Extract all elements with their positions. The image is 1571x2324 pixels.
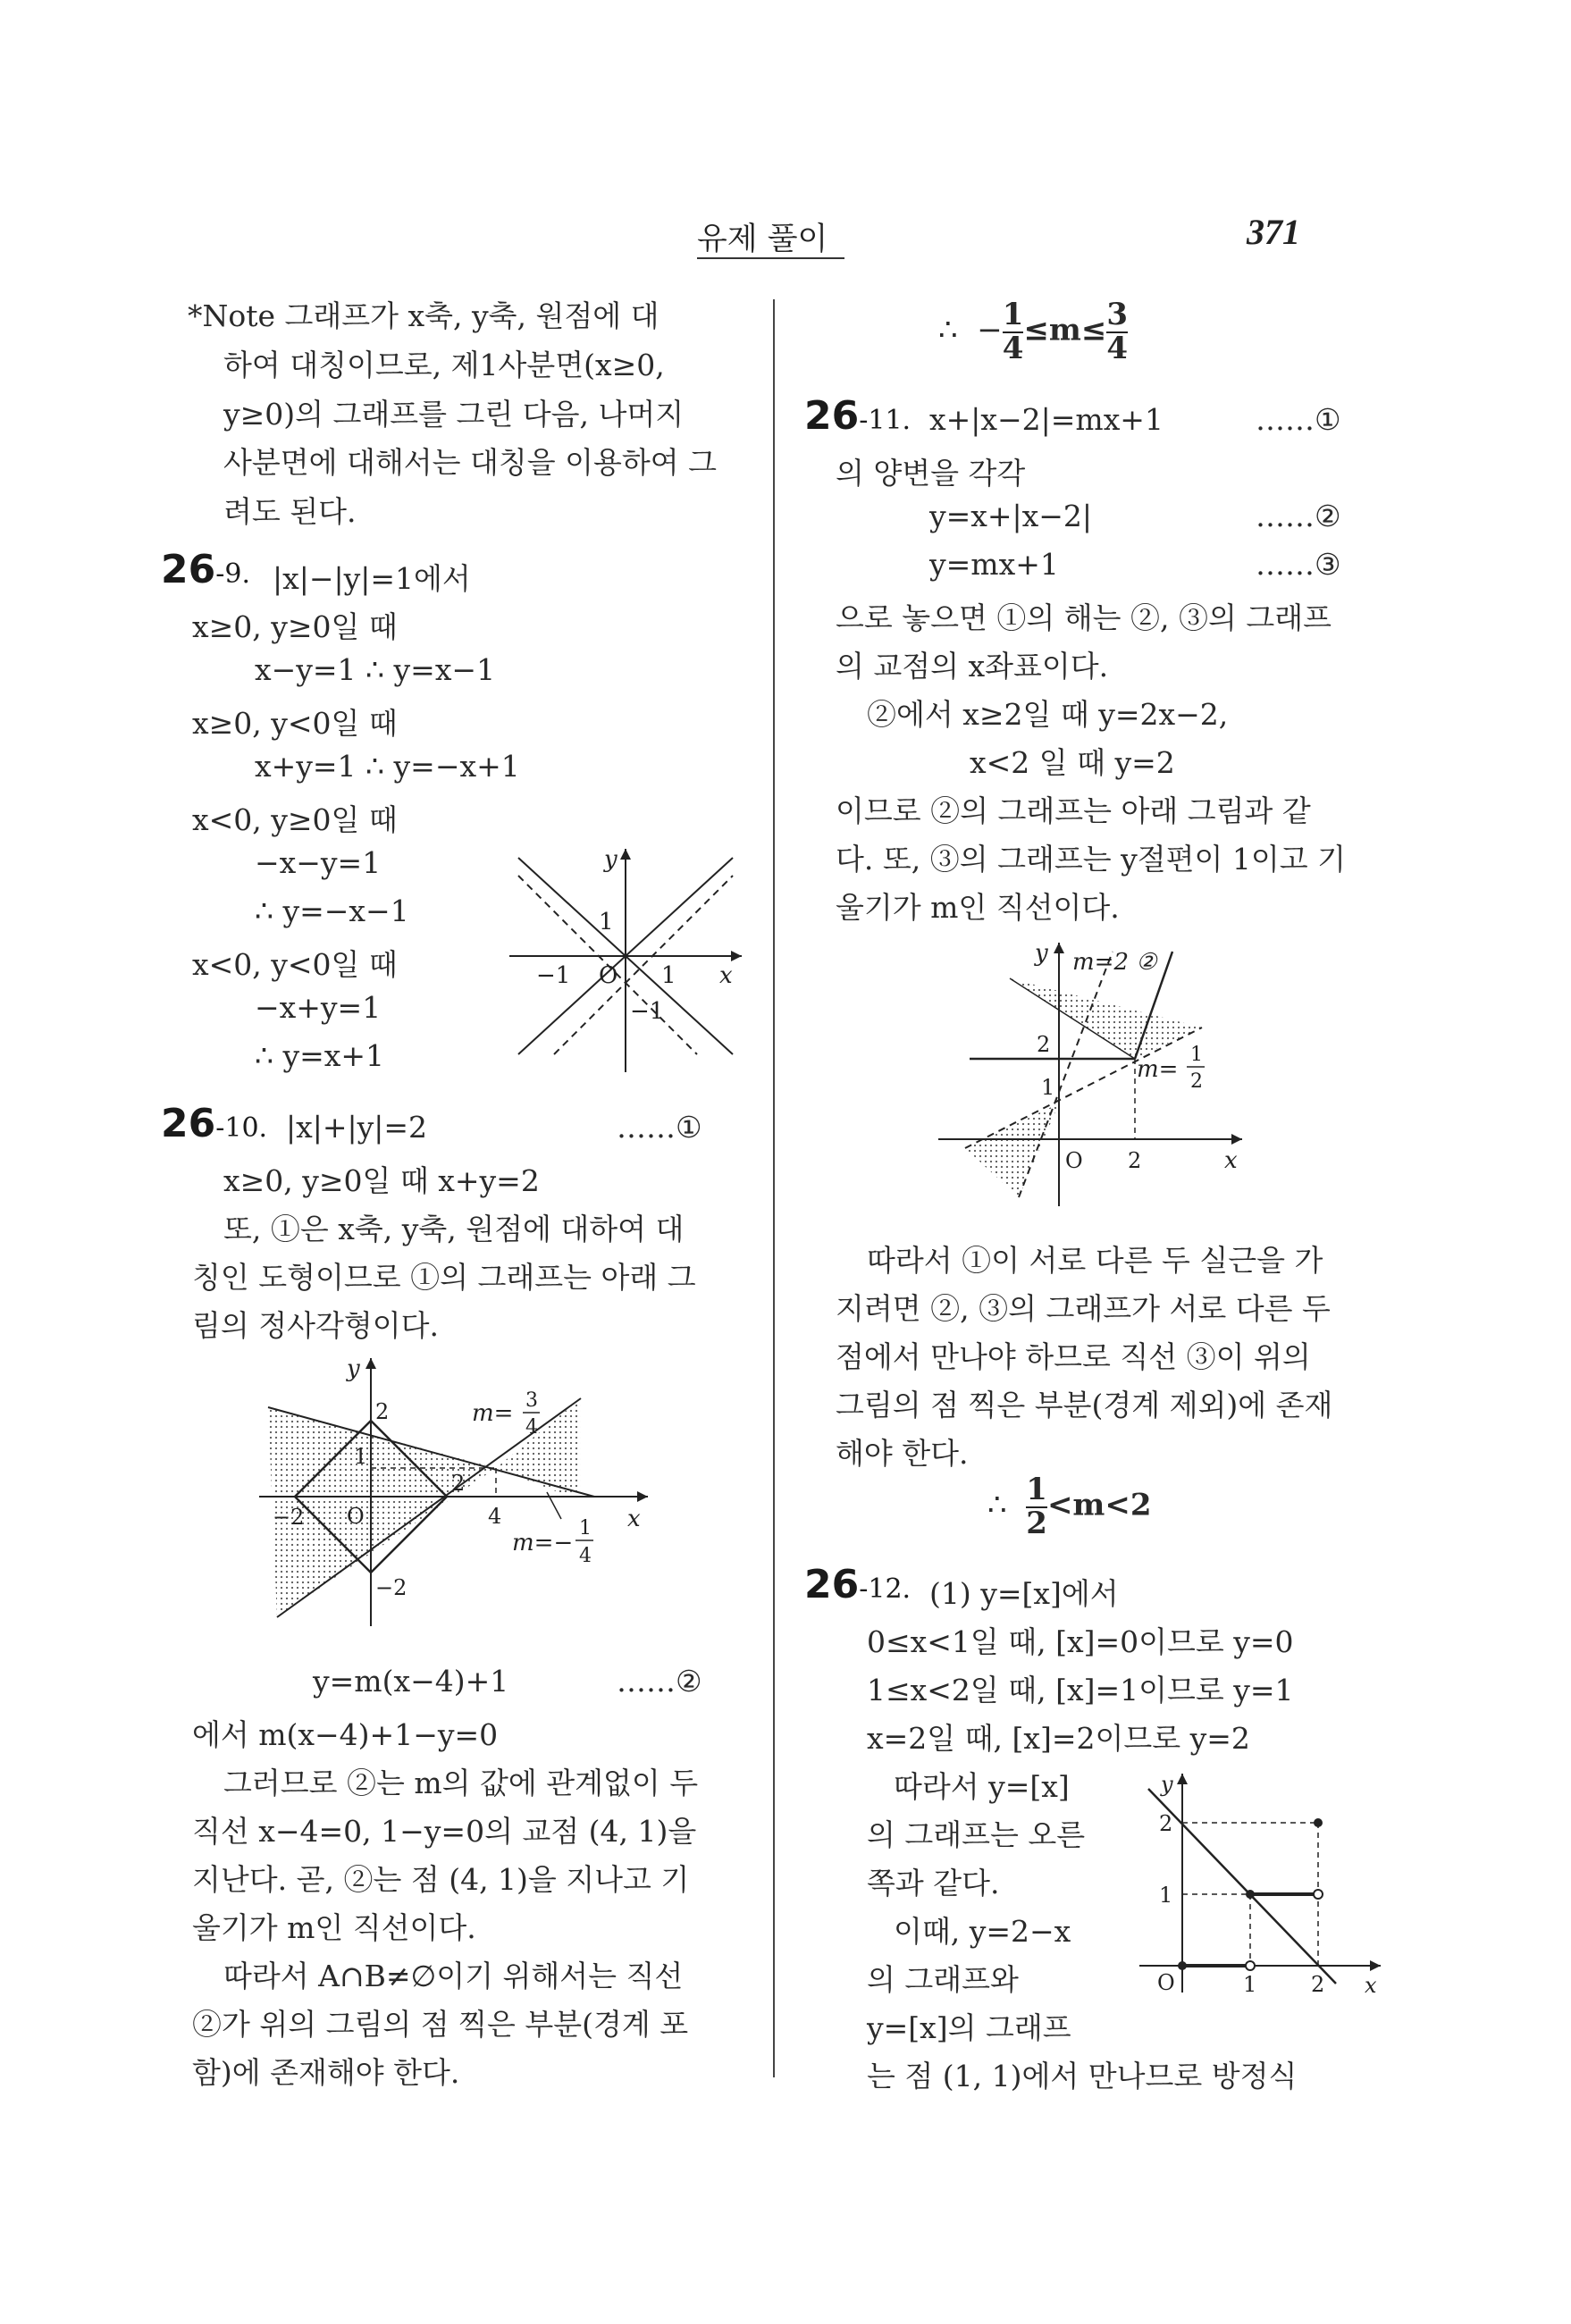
solution-line: x−y=1 ∴ y=x−1	[255, 652, 496, 687]
slope-label-den: 4	[525, 1416, 538, 1439]
tick-label: 2	[1159, 1811, 1173, 1836]
solution-line: 지려면 ②, ③의 그래프가 서로 다른 두	[836, 1291, 1331, 1326]
solution-line: −x+y=1	[255, 990, 382, 1025]
problem-number	[161, 547, 250, 592]
origin-label: O	[1157, 1970, 1175, 1995]
solution-line: 0≤x<1일 때, [x]=0이므로 y=0	[867, 1624, 1294, 1659]
x-label: x	[719, 962, 733, 989]
closed-dot	[1314, 1818, 1323, 1827]
equation-tag: ……③	[1256, 547, 1341, 582]
conclusion-26-10	[938, 299, 1128, 365]
problem-statement: x+|x−2|=mx+1	[929, 402, 1164, 437]
tick-label: 1	[661, 962, 676, 989]
open-dot	[1314, 1890, 1323, 1899]
solution-line: 이므로 ②의 그래프는 아래 그림과 같	[836, 793, 1311, 828]
slope-label-num: 1	[579, 1517, 592, 1540]
running-header-title: 유제 풀이	[697, 222, 828, 257]
solution-line: x≥0, y≥0일 때	[192, 609, 398, 644]
tick-label: 1	[354, 1444, 368, 1469]
note-line: y≥0)의 그래프를 그린 다음, 나머지	[223, 397, 685, 432]
solution-line: 울기가 m인 직선이다.	[836, 890, 1120, 925]
solution-line: 의 양변을 각각	[836, 456, 1026, 491]
solution-line: x=2일 때, [x]=2이므로 y=2	[867, 1721, 1250, 1756]
solution-line: 점에서 만나야 하므로 직선 ③이 위의	[836, 1339, 1311, 1374]
equation-tag: ……②	[617, 1664, 702, 1699]
problem-number-main: 26	[161, 547, 216, 592]
tick-label: 2	[375, 1399, 390, 1424]
fraction-num: 1	[1026, 1472, 1047, 1507]
solution-line: x<0, y≥0일 때	[192, 802, 398, 837]
y-axis-arrow	[1177, 1774, 1188, 1784]
graph-piecewise-with-lines	[929, 934, 1251, 1211]
problem-number	[804, 1562, 911, 1607]
y-axis-arrow	[620, 849, 631, 860]
problem-number-sub: -12.	[859, 1573, 912, 1605]
asymptote-dashed	[554, 876, 733, 1054]
graph-square-with-lines	[241, 1349, 661, 1635]
solution-line: 지난다. 곧, ②는 점 (4, 1)을 지나고 기	[192, 1862, 690, 1897]
solution-line: ②에서 x≥2일 때 y=2x−2,	[867, 697, 1229, 732]
therefore-symbol: ∴	[938, 312, 958, 348]
note-line: 려도 된다.	[223, 494, 357, 529]
solution-line: 는 점 (1, 1)에서 만나므로 방정식	[867, 2059, 1298, 2093]
slope-label-num: 1	[1190, 1044, 1203, 1066]
y-axis-arrow	[1054, 943, 1064, 953]
tick-label: 1	[599, 909, 614, 935]
note-line: 하여 대칭이므로, 제1사분면(x≥0,	[223, 348, 665, 382]
tick-label: −1	[630, 998, 665, 1025]
graph-abs-x-minus-abs-y	[500, 840, 751, 1081]
equation-line: y=m(x−4)+1	[313, 1664, 509, 1699]
solution-line: 에서 m(x−4)+1−y=0	[192, 1717, 499, 1752]
equation-tag: ……①	[617, 1110, 702, 1145]
tick-label: 1	[1159, 1883, 1173, 1908]
tick-label: −2	[273, 1505, 305, 1530]
equation-line: y=x+|x−2|	[929, 499, 1093, 533]
equation-tag: ……②	[1256, 499, 1341, 533]
fraction-den: 2	[1026, 1505, 1047, 1541]
origin-label: O	[347, 1504, 365, 1529]
solution-line: y=[x]의 그래프	[867, 2010, 1071, 2045]
solution-line: 따라서 A∩B≠∅이기 위해서는 직선	[223, 1959, 684, 1993]
closed-dot	[1246, 1890, 1255, 1899]
slope-label-prefix: m=−	[512, 1530, 574, 1556]
solution-line: 그러므로 ②는 m의 값에 관계없이 두	[223, 1766, 699, 1800]
solution-line: x≥0, y<0일 때	[192, 706, 398, 741]
solution-line: 직선 x−4=0, 1−y=0의 교점 (4, 1)을	[192, 1814, 697, 1849]
slope-label-den: 4	[579, 1545, 592, 1567]
tick-label: 1	[1243, 1972, 1257, 1997]
x-axis-arrow	[1370, 1960, 1381, 1971]
tick-label: −1	[536, 962, 571, 989]
note-line: 사분면에 대해서는 대칭을 이용하여 그	[223, 445, 718, 480]
line-y-equals-2-minus-x	[1148, 1789, 1336, 1984]
solution-line: 림의 정사각형이다.	[192, 1308, 440, 1343]
conclusion-26-11	[987, 1474, 1152, 1540]
solution-line: 다. 또, ③의 그래프는 y절편이 1이고 기	[836, 842, 1346, 877]
x-axis-arrow	[731, 951, 742, 961]
header-underline	[697, 257, 844, 259]
solution-line: x+y=1 ∴ y=−x+1	[255, 749, 520, 784]
y-label: y	[1161, 1772, 1173, 1797]
x-label: x	[1365, 1973, 1377, 1998]
x-label: x	[1224, 1147, 1238, 1174]
tick-label: 2	[451, 1471, 466, 1496]
problem-number	[804, 393, 911, 439]
solution-line: 이때, y=2−x	[894, 1914, 1071, 1949]
equation-tag: ……①	[1256, 402, 1341, 437]
solution-line: 그림의 점 찍은 부분(경계 제외)에 존재	[836, 1388, 1333, 1422]
x-axis-arrow	[637, 1491, 648, 1502]
solution-line: 울기가 m인 직선이다.	[192, 1910, 476, 1945]
tick-label: 2	[1128, 1148, 1142, 1173]
tick-label: 1	[1041, 1075, 1055, 1100]
solution-line: 따라서 y=[x]	[894, 1769, 1070, 1804]
equation-line: y=mx+1	[929, 547, 1059, 582]
fraction-den: 4	[1106, 330, 1129, 366]
solution-line: 의 그래프와	[867, 1962, 1019, 1997]
graph-floor-function	[1130, 1765, 1390, 2006]
slope-label-prefix: m=	[1137, 1056, 1179, 1083]
fraction-den: 4	[1002, 330, 1024, 366]
problem-number	[161, 1101, 267, 1146]
solution-line: 으로 놓으면 ①의 해는 ②, ③의 그래프	[836, 600, 1332, 635]
solution-line: 해야 한다.	[836, 1436, 969, 1471]
line-m-half-dashed	[965, 1028, 1202, 1148]
therefore-symbol: ∴	[987, 1487, 1007, 1523]
y-label: y	[1035, 940, 1048, 967]
solution-line: 쪽과 같다.	[867, 1866, 1000, 1900]
note-line: *Note 그래프가 x축, y축, 원점에 대	[188, 298, 659, 333]
slope-label: m=2 ②	[1072, 949, 1157, 976]
x-axis-arrow	[1231, 1134, 1242, 1145]
problem-number-sub: -10.	[215, 1112, 268, 1144]
x-label: x	[627, 1506, 641, 1532]
minus-sign: −	[977, 312, 1003, 348]
page-number: 371	[1247, 212, 1300, 252]
problem-number-sub: -9.	[215, 558, 250, 590]
tick-label: 2	[1037, 1032, 1051, 1057]
problem-number-sub: -11.	[859, 405, 912, 436]
solution-line: 함)에 존재해야 한다.	[192, 2055, 460, 2090]
slope-label-num: 3	[525, 1389, 538, 1412]
solution-line: x<0, y<0일 때	[192, 947, 398, 982]
solution-line: ∴ y=x+1	[255, 1038, 385, 1073]
problem-number-main: 26	[804, 393, 860, 439]
solution-line: 칭인 도형이므로 ①의 그래프는 아래 그	[192, 1260, 696, 1295]
inequality-rest: <m<2	[1046, 1487, 1152, 1523]
solution-line: x<2 일 때 y=2	[970, 745, 1175, 780]
y-label: y	[347, 1355, 360, 1382]
solution-line: ∴ y=−x−1	[255, 894, 409, 928]
fraction	[1106, 299, 1128, 365]
tick-label: 4	[488, 1504, 502, 1529]
fraction-num: 3	[1106, 297, 1129, 332]
origin-label: O	[1065, 1148, 1083, 1173]
solution-line: 의 교점의 x좌표이다.	[836, 649, 1109, 684]
solution-line: −x−y=1	[255, 845, 382, 880]
slope-label-den: 2	[1190, 1070, 1203, 1093]
shaded-region-lower	[965, 1103, 1059, 1197]
column-divider	[773, 299, 775, 2077]
origin-label: O	[599, 962, 618, 989]
solution-line: ②가 위의 그림의 점 찍은 부분(경계 포	[192, 2007, 689, 2042]
problem-statement: |x|+|y|=2	[286, 1110, 428, 1145]
inequality-middle: ≤m≤	[1023, 312, 1107, 348]
solution-line: x≥0, y≥0일 때 x+y=2	[223, 1163, 540, 1198]
fraction	[1026, 1474, 1047, 1540]
solution-line: 또, ①은 x축, y축, 원점에 대하여 대	[223, 1212, 685, 1246]
fraction-num: 1	[1002, 297, 1024, 332]
problem-statement: |x|−|y|=1에서	[273, 561, 471, 596]
solution-line: 따라서 ①이 서로 다른 두 실근을 가	[867, 1243, 1323, 1278]
fraction	[1003, 299, 1024, 365]
tick-label: −2	[375, 1575, 407, 1600]
y-axis-arrow	[365, 1358, 376, 1369]
solution-line: 의 그래프는 오른	[867, 1817, 1086, 1852]
open-dot	[1246, 1961, 1255, 1970]
tick-label: 2	[1311, 1972, 1325, 1997]
solution-line: 1≤x<2일 때, [x]=1이므로 y=1	[867, 1673, 1294, 1707]
problem-number-main: 26	[161, 1101, 216, 1146]
problem-number-main: 26	[804, 1562, 860, 1607]
closed-dot	[1178, 1961, 1187, 1970]
graph-line	[626, 858, 733, 956]
y-label: y	[604, 846, 617, 873]
problem-statement: (1) y=[x]에서	[929, 1576, 1119, 1611]
slope-label-prefix: m=	[472, 1400, 514, 1427]
